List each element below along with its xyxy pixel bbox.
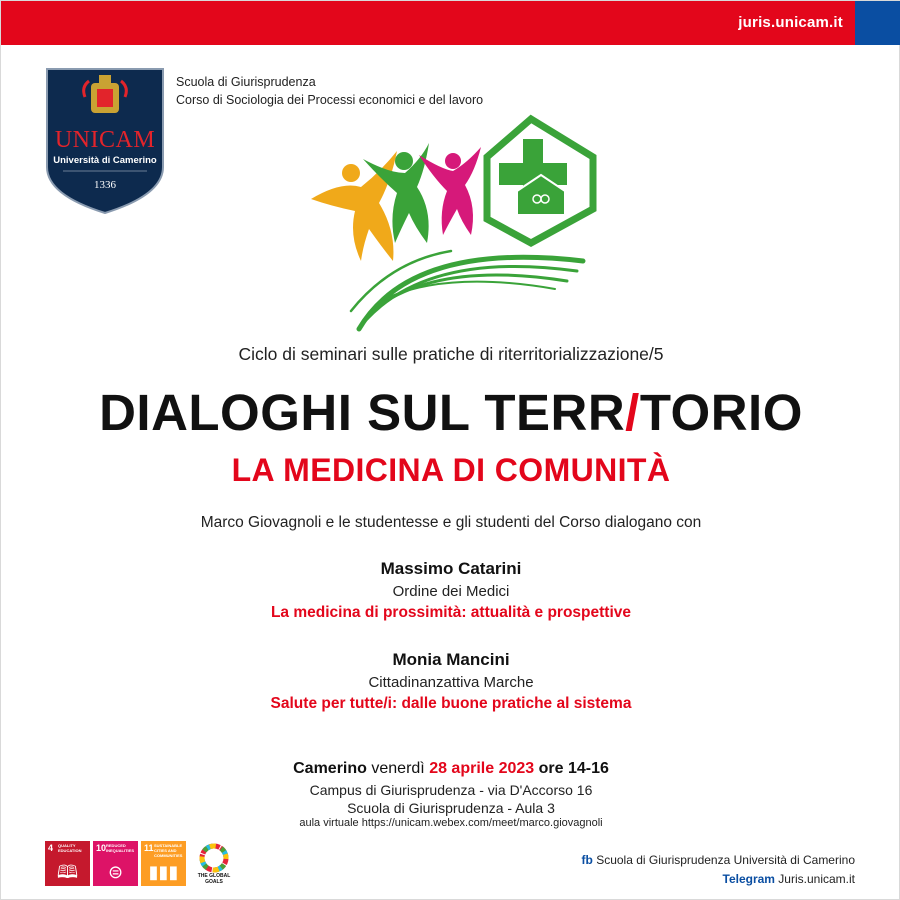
page-title	[1, 383, 900, 442]
shield-year: 1336	[94, 179, 116, 191]
event-datetime	[1, 760, 900, 778]
sdg-number: 10	[96, 843, 107, 853]
global-goals-text: THE GLOBAL GOALS	[197, 873, 231, 885]
global-goals-logo	[189, 841, 239, 887]
global-goals-wheel-icon	[199, 843, 229, 873]
facebook-text: Scuola di Giurisprudenza Università di Camerino	[592, 853, 855, 867]
title-slash: /	[625, 384, 640, 441]
virtual-room-link[interactable]: aula virtuale https://unicam.webex.com/meet/marco.giovagnoli	[299, 817, 603, 829]
intro-text: Marco Giovagnoli e le studentesse e gli studenti del Corso dialogano con	[200, 514, 702, 531]
telegram-text: Juris.unicam.it	[774, 872, 855, 886]
sdg-11-badge	[141, 841, 186, 886]
pharmacy-house-icon	[487, 119, 593, 243]
website-link[interactable]: juris.unicam.it	[738, 14, 843, 31]
equals-icon: ⊜	[107, 862, 124, 882]
top-bar-blue-block	[855, 1, 900, 45]
page-subtitle: LA MEDICINA DI COMUNITÀ	[231, 452, 671, 488]
book-icon: 🕮	[56, 862, 79, 882]
title-part-2: TORIO	[639, 384, 803, 441]
facebook-link[interactable]	[582, 853, 855, 867]
event-city: Camerino	[293, 760, 367, 777]
event-day: venerdì	[366, 760, 430, 777]
shield-name: UNICAM	[54, 127, 156, 153]
speaker-1-org: Ordine dei Medici	[392, 583, 510, 600]
sdg-label: REDUCED INEQUALITIES	[106, 843, 135, 853]
title-part-1: DIALOGHI SUL TERR	[99, 384, 626, 441]
speaker-2-name: Monia Mancini	[392, 650, 510, 669]
speaker-1-talk: La medicina di prossimità: attualità e prospettive	[270, 604, 632, 621]
grass-swoosh-icon	[351, 251, 583, 329]
event-date: 28 aprile 2023	[429, 760, 535, 777]
event-campus: Campus di Giurisprudenza - via D'Accorso 16	[309, 782, 593, 798]
course-name: Corso di Sociologia dei Processi economici e del lavoro	[176, 93, 484, 107]
telegram-label: Telegram	[722, 872, 775, 886]
community-medicine-logo	[301, 111, 601, 336]
city-icon: ▮▮▮	[148, 862, 179, 882]
facebook-label: fb	[581, 853, 593, 867]
event-room: Scuola di Giurisprudenza - Aula 3	[347, 800, 555, 816]
people-figures-icon	[311, 143, 481, 261]
seminar-series: Ciclo di seminari sulle pratiche di riterritorializzazione/5	[238, 344, 664, 364]
speaker-1-name: Massimo Catarini	[380, 559, 522, 578]
speaker-2-talk: Salute per tutte/i: dalle buone pratiche al sistema	[270, 695, 632, 712]
department-block	[176, 73, 483, 109]
sdg-4-badge	[45, 841, 90, 886]
event-time: ore 14-16	[534, 760, 609, 777]
sdg-label: QUALITY EDUCATION	[58, 843, 82, 853]
sdg-badges	[45, 841, 239, 887]
sdg-number: 4	[48, 843, 54, 853]
speaker-2-org: Cittadinanzattiva Marche	[368, 674, 534, 691]
sdg-number: 11	[144, 843, 154, 853]
unicam-shield-logo	[45, 67, 165, 215]
school-name: Scuola di Giurisprudenza	[176, 75, 316, 89]
shield-university: Università di Camerino	[53, 155, 157, 166]
telegram-link[interactable]	[723, 872, 856, 886]
sdg-10-badge	[93, 841, 138, 886]
top-bar	[1, 1, 900, 45]
sdg-label: SUSTAINABLE CITIES AND COMMUNITIES	[154, 843, 183, 858]
